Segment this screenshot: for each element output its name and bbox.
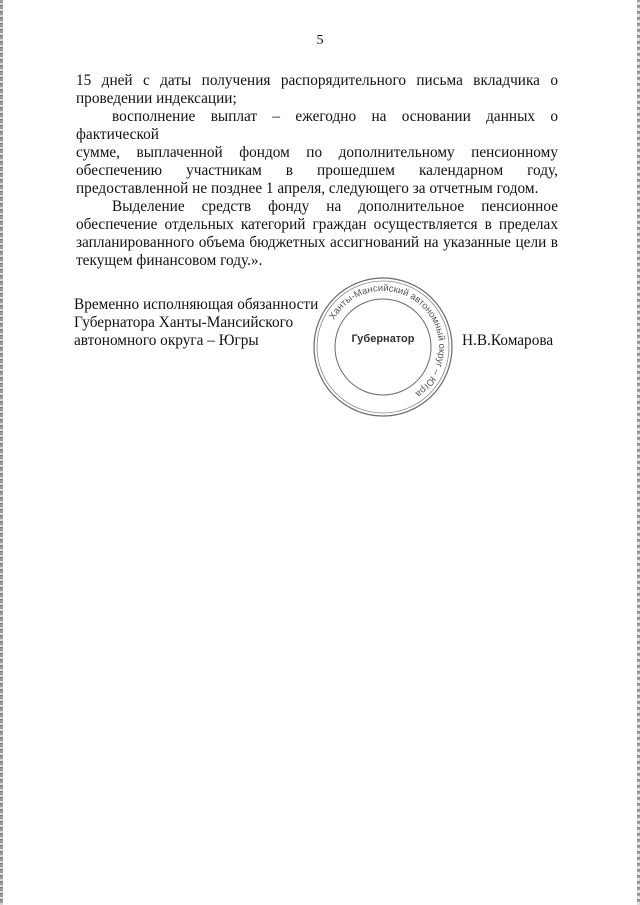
signatory-name: Н.В.Комарова [462,332,554,349]
signatory-title [74,296,319,350]
scan-edge-left [0,0,3,905]
text-line: 15 дней с даты получения распорядительного письма вкладчика о [76,72,558,89]
text-line: проведении индексации; [76,90,237,107]
text-line: сумме, выплаченной фондом по дополнительному пенсионному [76,144,558,161]
seal-center-text: Губернатор [351,333,415,345]
text-line: Выделение средств фонду на дополнительное пенсионное [112,198,558,215]
paragraph-funding [76,198,558,270]
signatory-title-line: автономного округа – Югры [74,332,259,349]
text-line: восполнение выплат – ежегодно на основании данных о фактической [76,108,558,143]
text-line: обеспечению участникам в прошедшем календарном году, [76,162,558,179]
text-line: предоставленной не позднее 1 апреля, следующего за отчетным годом. [76,180,539,197]
page-number: 5 [316,33,324,48]
text-line: обеспечение отдельных категорий граждан осуществляется в пределах [76,216,558,233]
signatory-title-line: Губернатора Ханты-Мансийского [74,314,294,331]
text-line: запланированного объема бюджетных ассигнований на указанные цели в [76,234,558,251]
text-line: текущем финансовом году.». [76,252,263,269]
official-seal [312,276,454,418]
paragraph-payments [76,108,558,198]
seal-ring-textpath: Ханты-Мансийский автономный округ – Югра [327,282,448,400]
document-body [76,72,558,270]
paragraph-indexation [76,72,558,108]
signatory-title-line: Временно исполняющая обязанности [74,296,319,313]
